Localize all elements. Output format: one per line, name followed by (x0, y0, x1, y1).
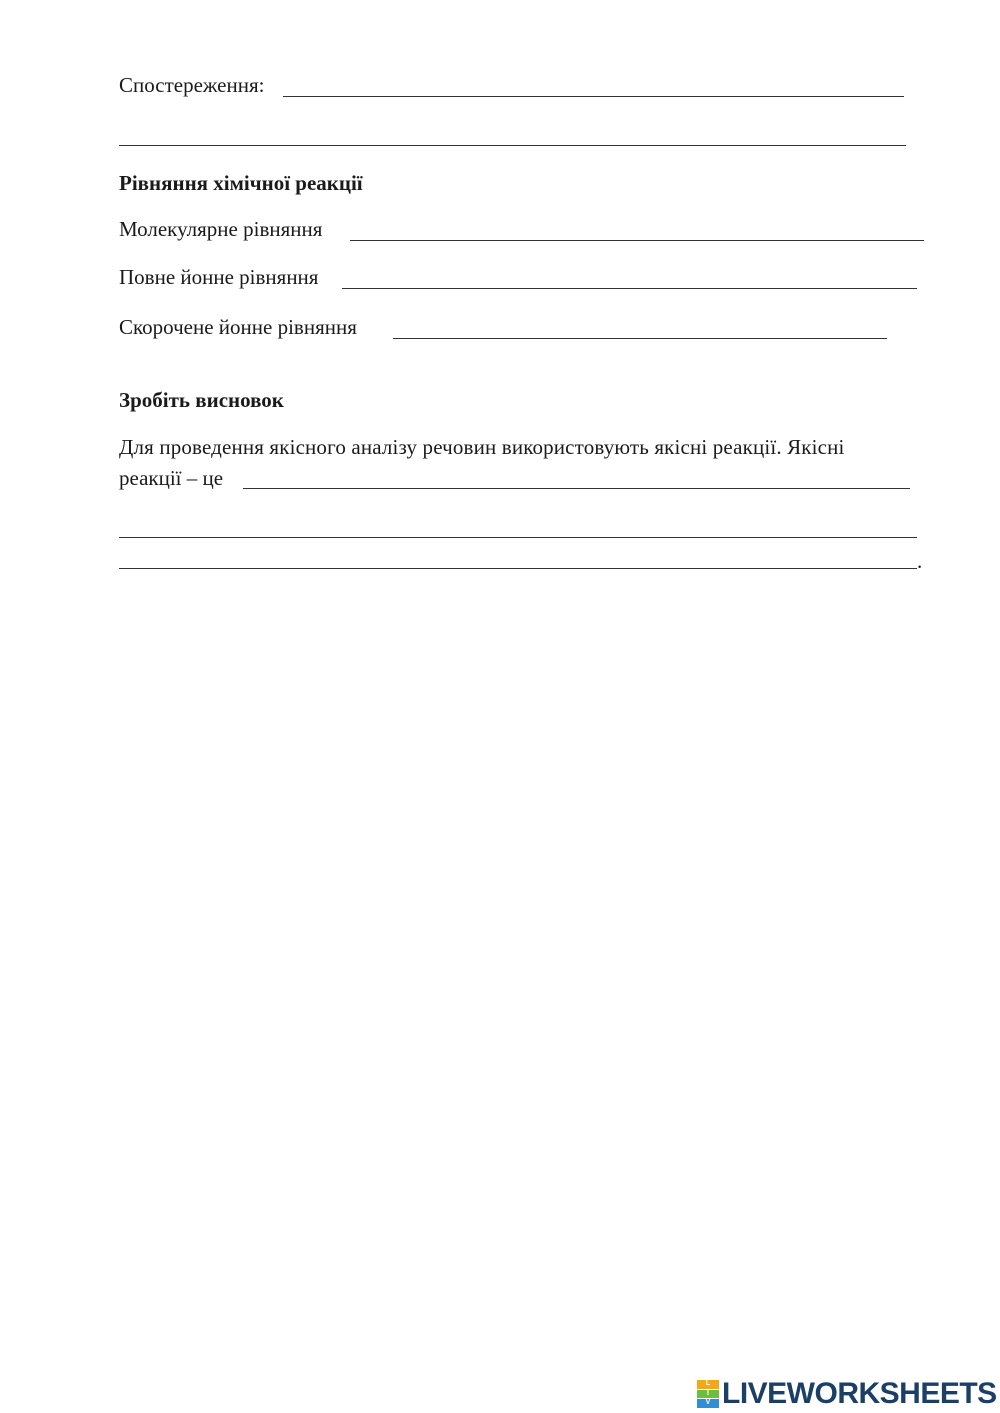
logo-mark-letter-i: I (697, 1390, 719, 1399)
liveworksheets-logo-text: LIVEWORKSHEETS (722, 1377, 997, 1410)
conclusion-section-title: Зробіть висновок (119, 388, 284, 412)
logo-mark-letter-l: L (697, 1380, 719, 1389)
logo-mark-letter-v: V (697, 1399, 719, 1408)
conclusion-paragraph-line1: Для проведення якісного аналізу речовин використовують якісні реакції. Якісні (119, 435, 845, 459)
short-ionic-equation-label: Скорочене йонне рівняння (119, 315, 357, 339)
conclusion-paragraph-line2: реакції – це (119, 466, 224, 490)
observation-blank-2[interactable] (119, 145, 906, 146)
full-ionic-equation-blank[interactable] (342, 288, 917, 289)
conclusion-blank-1[interactable] (243, 488, 910, 489)
conclusion-end-mark: . (917, 549, 923, 573)
equation-section-title: Рівняння хімічної реакції (119, 171, 363, 195)
conclusion-blank-2[interactable] (119, 537, 917, 538)
observation-label: Спостереження: (119, 73, 265, 97)
molecular-equation-label: Молекулярне рівняння (119, 217, 323, 241)
full-ionic-equation-label: Повне йонне рівняння (119, 265, 319, 289)
short-ionic-equation-blank[interactable] (393, 338, 887, 339)
conclusion-blank-3[interactable] (119, 568, 917, 569)
liveworksheets-logo-mark-icon (697, 1380, 719, 1408)
observation-blank-1[interactable] (283, 96, 904, 97)
liveworksheets-logo (697, 1378, 997, 1410)
molecular-equation-blank[interactable] (350, 240, 924, 241)
